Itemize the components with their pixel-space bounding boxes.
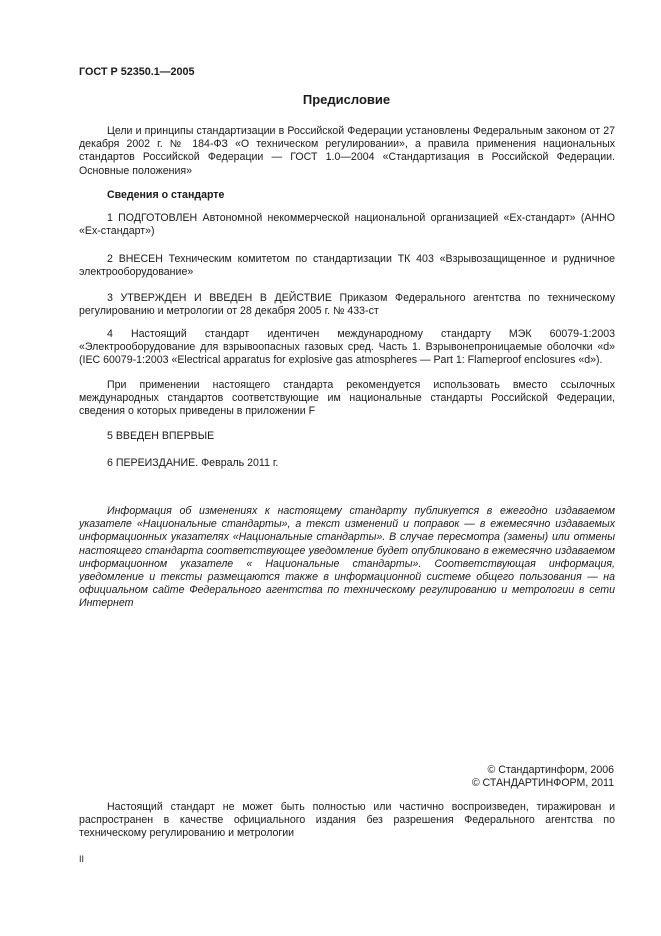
item-3: 3 УТВЕРЖДЕН И ВВЕДЕН В ДЕЙСТВИЕ Приказом Федерального агентства по техническому регулированию и метрологии от 28 декабря 2005 г. № 433-ст bbox=[79, 292, 615, 318]
changes-info-paragraph: Информация об изменениях к настоящему стандарту публикуется в ежегодно издаваемом указателе «Национальные стандарты», а текст изменений и поправок — в ежемесячно издаваемых информационных указателях «Национальные стандарты». В случае пересмотра (замены) или отмены настоящего стандарта соответствующее уведомление будет опубликовано в ежемесячно издаваемом информационном указателе « Национальные стандарты». Соответствующая информация, уведомление и тексты размещаются также в информационной системе общего пользования — на официальном сайте Федерального агентства по техническому регулированию и метрологии в сети Интернет bbox=[79, 505, 615, 610]
reproduction-paragraph: Настоящий стандарт не может быть полностью или частично воспроизведен, тиражирован и распространен в качестве официального издания без разрешения Федерального агентства по техническому регулированию и метрологии bbox=[79, 801, 615, 840]
standard-code: ГОСТ Р 52350.1—2005 bbox=[79, 66, 195, 78]
page-number: II bbox=[79, 854, 85, 864]
item-2: 2 ВНЕСЕН Техническим комитетом по стандартизации ТК 403 «Взрывозащищенное и рудничное электрооборудование» bbox=[79, 253, 615, 279]
page-title: Предисловие bbox=[302, 92, 391, 107]
note-paragraph: При применении настоящего стандарта рекомендуется использовать вместо ссылочных международных стандартов соответствующие им национальные стандарты Российской Федерации, сведения о которых приведены в приложении F bbox=[79, 379, 615, 418]
item-4: 4 Настоящий стандарт идентичен международному стандарту МЭК 60079-1:2003 «Электрооборудование для взрывоопасных газовых сред. Часть 1. Взрывонепроницаемые оболочки «d» (IEC 60079-1:2003 «Electrical apparatus for explosive gas atmospheres — Part 1: Flameproof enclosures «d»). bbox=[79, 328, 615, 367]
item-1: 1 ПОДГОТОВЛЕН Автономной некоммерческой национальной организацией «Ех-стандарт» (АННО «Ех-стандарт») bbox=[79, 212, 615, 238]
copyright-1: © Стандартинформ, 2006 bbox=[487, 764, 614, 776]
item-5: 5 ВВЕДЕН ВПЕРВЫЕ bbox=[107, 430, 215, 442]
item-6: 6 ПЕРЕИЗДАНИЕ. Февраль 2011 г. bbox=[107, 457, 279, 469]
copyright-2: © СТАНДАРТИНФОРМ, 2011 bbox=[471, 777, 614, 789]
intro-paragraph: Цели и принципы стандартизации в Российской Федерации установлены Федеральным законом от 27 декабря 2002 г. № 184-ФЗ «О техническом регулировании», а правила применения национальных стандартов Российской Федерации — ГОСТ 1.0—2004 «Стандартизация в Российской Федерации. Основные положения» bbox=[79, 125, 615, 177]
info-heading: Сведения о стандарте bbox=[107, 189, 225, 201]
